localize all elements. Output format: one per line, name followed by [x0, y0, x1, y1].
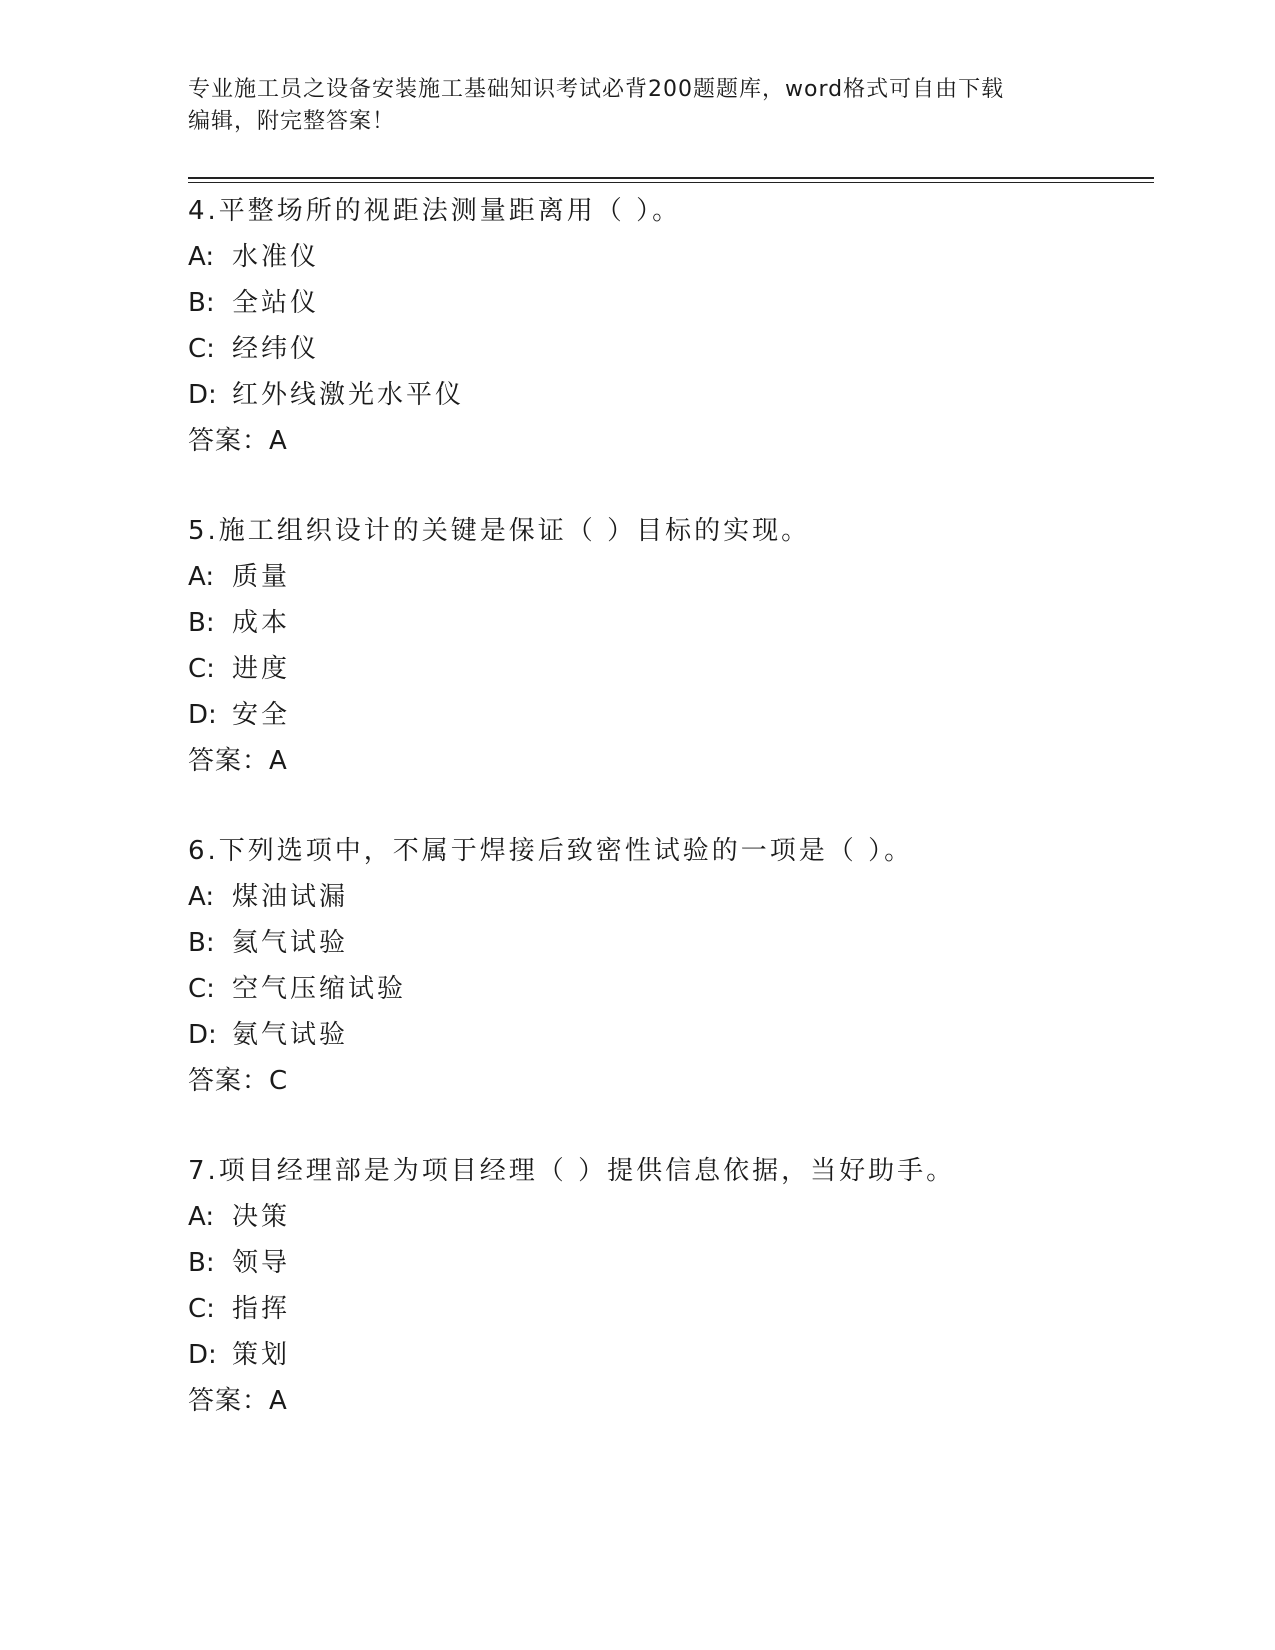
option-b — [188, 1240, 1148, 1286]
option-d — [188, 372, 1148, 418]
option-text: 领导 — [232, 1248, 291, 1278]
option-letter: C: — [188, 1294, 215, 1324]
option-text: 氦气试验 — [232, 928, 349, 958]
answer-line — [188, 1378, 1148, 1424]
answer-value: A — [269, 426, 287, 456]
option-text: 水准仪 — [232, 242, 320, 272]
option-a — [188, 1194, 1148, 1240]
option-c — [188, 966, 1148, 1012]
answer-line — [188, 1058, 1148, 1104]
answer-value: A — [269, 746, 287, 776]
option-b — [188, 280, 1148, 326]
answer-label: 答案： — [188, 1066, 270, 1096]
header-divider-thick — [188, 177, 1154, 179]
option-text: 进度 — [232, 654, 291, 684]
question-6 — [188, 828, 1148, 1148]
option-letter: A: — [188, 242, 215, 272]
question-stem: 4.平整场所的视距法测量距离用（ ）。 — [188, 196, 682, 226]
answer-value: C — [269, 1066, 288, 1096]
option-letter: C: — [188, 334, 215, 364]
option-text: 煤油试漏 — [232, 882, 349, 912]
answer-label: 答案： — [188, 426, 270, 456]
option-letter: B: — [188, 288, 215, 318]
option-text: 红外线激光水平仪 — [232, 380, 465, 410]
answer-label: 答案： — [188, 746, 270, 776]
option-d — [188, 1012, 1148, 1058]
question-4 — [188, 188, 1148, 508]
option-d — [188, 1332, 1148, 1378]
option-letter: A: — [188, 562, 215, 592]
option-c — [188, 646, 1148, 692]
option-text: 质量 — [232, 562, 291, 592]
option-c — [188, 1286, 1148, 1332]
option-a — [188, 554, 1148, 600]
option-b — [188, 920, 1148, 966]
answer-value: A — [269, 1386, 287, 1416]
answer-label: 答案： — [188, 1386, 270, 1416]
option-b — [188, 600, 1148, 646]
option-letter: C: — [188, 974, 215, 1004]
option-text: 指挥 — [232, 1294, 291, 1324]
option-letter: D: — [188, 380, 217, 410]
option-text: 空气压缩试验 — [232, 974, 407, 1004]
option-letter: A: — [188, 882, 215, 912]
option-letter: C: — [188, 654, 215, 684]
option-c — [188, 326, 1148, 372]
question-stem: 6.下列选项中，不属于焊接后致密性试验的一项是（ ）。 — [188, 836, 914, 866]
option-text: 成本 — [232, 608, 291, 638]
question-list — [188, 188, 1148, 1468]
option-d — [188, 692, 1148, 738]
option-letter: D: — [188, 700, 217, 730]
option-letter: D: — [188, 1340, 217, 1370]
option-a — [188, 874, 1148, 920]
option-letter: B: — [188, 928, 215, 958]
question-5 — [188, 508, 1148, 828]
option-letter: B: — [188, 1248, 215, 1278]
option-text: 策划 — [232, 1340, 291, 1370]
answer-line — [188, 738, 1148, 784]
answer-line — [188, 418, 1148, 464]
question-stem: 5.施工组织设计的关键是保证（ ）目标的实现。 — [188, 516, 811, 546]
header-line-1: 专业施工员之设备安装施工基础知识考试必背200题题库，word格式可自由下载 — [188, 77, 1005, 102]
option-text: 氨气试验 — [232, 1020, 349, 1050]
option-letter: B: — [188, 608, 215, 638]
option-text: 经纬仪 — [232, 334, 320, 364]
option-letter: A: — [188, 1202, 215, 1232]
option-text: 全站仪 — [232, 288, 320, 318]
question-stem: 7.项目经理部是为项目经理（ ）提供信息依据，当好助手。 — [188, 1156, 956, 1186]
header-line-2: 编辑，附完整答案！ — [188, 109, 396, 134]
header-divider-thin — [188, 182, 1154, 183]
option-text: 安全 — [232, 700, 291, 730]
option-a — [188, 234, 1148, 280]
option-letter: D: — [188, 1020, 217, 1050]
question-7 — [188, 1148, 1148, 1468]
document-header — [188, 74, 1088, 138]
option-text: 决策 — [232, 1202, 291, 1232]
